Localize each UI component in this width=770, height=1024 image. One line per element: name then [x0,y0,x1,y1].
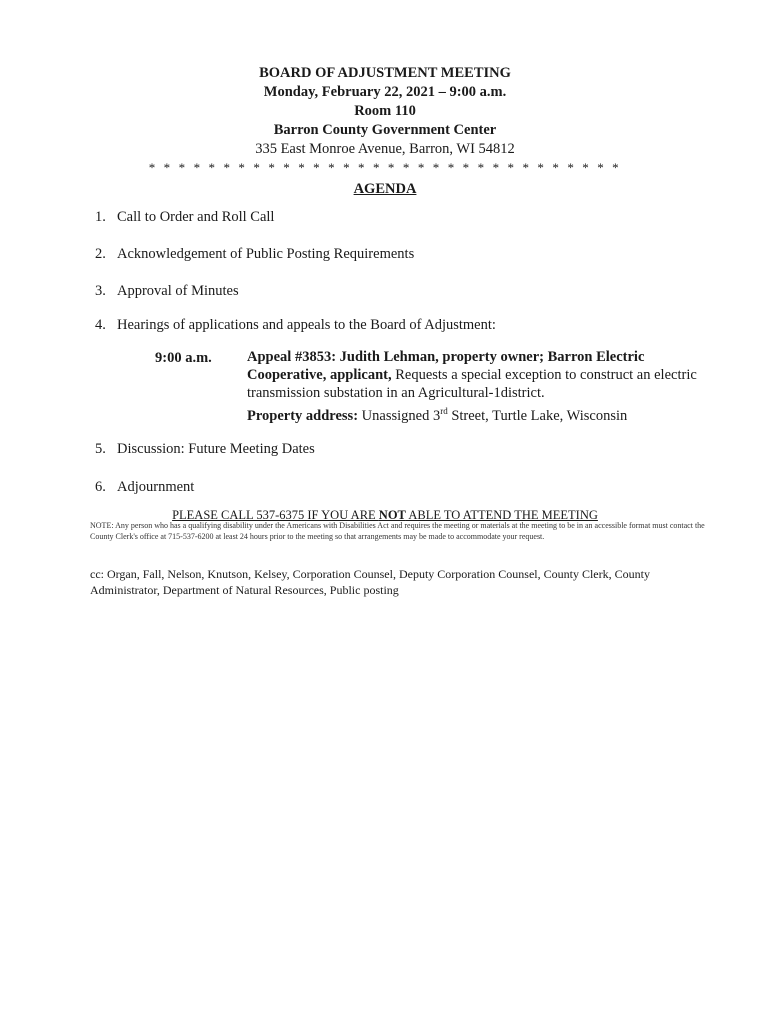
callout-emphasis: NOT [378,508,406,522]
star-divider: * * * * * * * * * * * * * * * * * * * * * * * * * * * * * * * * [148,160,622,175]
agenda-item [95,478,194,496]
agenda-item-number: 4. [95,317,106,333]
agenda-item-text: Call to Order and Roll Call [117,209,275,225]
meeting-date-time: Monday, February 22, 2021 – 9:00 a.m. [263,84,507,100]
agenda-item-text: Adjournment [117,479,195,495]
agenda-item-text: Hearings of applications and appeals to the Board of Adjustment: [117,317,496,333]
property-address [247,402,712,425]
agenda-item [95,316,496,334]
agenda-item-text: Approval of Minutes [117,283,239,299]
callout-text: PLEASE CALL 537-6375 IF YOU ARE [172,508,379,522]
agenda-item-number: 1. [95,209,106,225]
property-address-value-rest: Street, Turtle Lake, Wisconsin [447,407,628,424]
callout-text-end: ABLE TO ATTEND THE MEETING [405,508,598,522]
agenda-item-text: Acknowledgement of Public Posting Requirements [117,246,415,262]
property-address-value: Unassigned 3 [358,407,441,424]
appeal-time: 9:00 a.m. [155,350,212,366]
agenda-item-text: Discussion: Future Meeting Dates [117,441,315,457]
agenda-item [95,208,274,226]
agenda-item-number: 6. [95,479,106,495]
agenda-item-number: 2. [95,246,106,262]
meeting-address: 335 East Monroe Avenue, Barron, WI 54812 [255,141,515,157]
appeal-description [247,348,712,425]
property-address-label: Property address: [247,407,359,424]
appeal-request: Requests a special exception to construct an electric transmission substation in an Agricultural-1district. [247,367,697,401]
agenda-heading: AGENDA [353,181,417,197]
meeting-room: Room 110 [354,103,416,119]
agenda-item [95,440,315,458]
appeal-heading: Appeal #3853: Judith Lehman, property owner; Barron Electric Cooperative, applicant, [247,349,645,383]
agenda-item [95,282,239,300]
document-header [0,64,770,198]
meeting-title: BOARD OF ADJUSTMENT MEETING [259,65,511,81]
agenda-item-number: 3. [95,283,106,299]
agenda-item-number: 5. [95,441,106,457]
accessibility-note: NOTE: Any person who has a qualifying disability under the Americans with Disabilities Act and requires the meeting or materials at the meeting to be in an accessible format must contact the County Clerk's office at 715-537-6200 at least 24 hours prior to the meeting so that arrangements may be made to accommodate your request. [90,521,705,541]
agenda-item [95,245,414,263]
cc-list: cc: Organ, Fall, Nelson, Knutson, Kelsey, Corporation Counsel, Deputy Corporation Counsel, County Clerk, County Administrator, Department of Natural Resources, Public posting [90,567,650,597]
meeting-venue: Barron County Government Center [273,122,497,138]
property-address-sup: rd [440,406,448,416]
